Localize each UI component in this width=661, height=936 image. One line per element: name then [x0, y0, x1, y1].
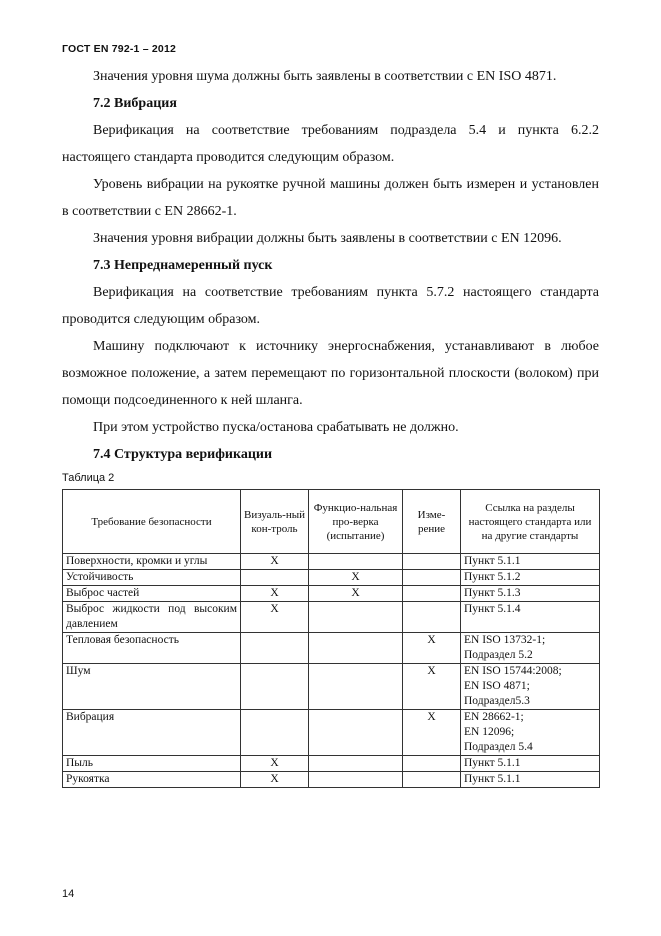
cell-measurement	[403, 586, 461, 602]
section-heading-7-2: 7.2 Вибрация	[93, 96, 177, 111]
cell-visual-control	[241, 710, 309, 756]
cell-requirement: Выброс частей	[63, 586, 241, 602]
table-row	[63, 664, 600, 710]
reference-line: EN ISO 15744:2008;	[464, 665, 562, 677]
table-row	[63, 710, 600, 756]
cell-requirement: Пыль	[63, 756, 241, 772]
paragraph-vibration-verification: Верификация на соответствие требованиям подраздела 5.4 и пункта 6.2.2 настоящего стандарта проводится следующим образом.	[62, 123, 599, 165]
table-row	[63, 772, 600, 788]
paragraph-vibration-declaration: Значения уровня вибрации должны быть заявлены в соответствии с EN 12096.	[93, 231, 562, 246]
cell-functional-check	[309, 554, 403, 570]
page-content	[62, 63, 599, 788]
reference-line: EN ISO 4871;	[464, 680, 530, 692]
cell-visual-control	[241, 664, 309, 710]
cell-functional-check	[309, 633, 403, 664]
cell-measurement	[403, 570, 461, 586]
table-row	[63, 586, 600, 602]
cell-measurement: X	[403, 664, 461, 710]
cell-reference	[461, 664, 600, 710]
verification-table	[62, 489, 600, 788]
cell-measurement: X	[403, 633, 461, 664]
cell-measurement	[403, 554, 461, 570]
table-row	[63, 756, 600, 772]
reference-line: EN 12096;	[464, 726, 515, 738]
cell-reference	[461, 772, 600, 788]
cell-functional-check	[309, 602, 403, 633]
cell-reference	[461, 602, 600, 633]
cell-visual-control: X	[241, 772, 309, 788]
cell-visual-control: X	[241, 756, 309, 772]
reference-line: Подраздел 5.2	[464, 649, 533, 661]
paragraph-start-requirement: При этом устройство пуска/останова срабатывать не должно.	[93, 420, 459, 435]
cell-requirement: Поверхности, кромки и углы	[63, 554, 241, 570]
cell-measurement	[403, 756, 461, 772]
cell-reference	[461, 554, 600, 570]
paragraph-noise-declaration: Значения уровня шума должны быть заявлены в соответствии с EN ISO 4871.	[93, 69, 557, 84]
document-code-header: ГОСТ EN 792-1 – 2012	[62, 43, 177, 55]
cell-reference	[461, 570, 600, 586]
cell-functional-check	[309, 664, 403, 710]
reference-line: Пункт 5.1.1	[464, 555, 521, 567]
cell-functional-check	[309, 756, 403, 772]
table-row	[63, 570, 600, 586]
header-reference: Ссылка на разделы настоящего стандарта или на другие стандарты	[461, 490, 600, 554]
cell-reference	[461, 586, 600, 602]
section-heading-7-3: 7.3 Непреднамеренный пуск	[93, 258, 273, 273]
reference-line: Подраздел 5.4	[464, 741, 533, 753]
cell-functional-check	[309, 710, 403, 756]
cell-requirement: Выброс жидкости под высоким давлением	[63, 602, 241, 633]
page-number: 14	[62, 888, 75, 900]
table-row	[63, 633, 600, 664]
table-row	[63, 554, 600, 570]
cell-reference	[461, 633, 600, 664]
cell-functional-check: X	[309, 586, 403, 602]
table-header-row	[63, 490, 600, 554]
cell-functional-check: X	[309, 570, 403, 586]
cell-requirement: Шум	[63, 664, 241, 710]
table-row	[63, 602, 600, 633]
reference-line: Пункт 5.1.2	[464, 571, 521, 583]
header-functional-check: Функцио-нальная про-верка (испытание)	[309, 490, 403, 554]
paragraph-start-verification: Верификация на соответствие требованиям пункта 5.7.2 настоящего стандарта проводится следующим образом.	[62, 285, 599, 327]
cell-requirement: Тепловая безопасность	[63, 633, 241, 664]
cell-visual-control: X	[241, 602, 309, 633]
paragraph-start-procedure: Машину подключают к источнику энергоснабжения, устанавливают в любое возможное положение, а затем перемещают по горизонтальной плоскости (волоком) при помощи подсоединенного к ней шланга.	[62, 339, 599, 408]
cell-visual-control: X	[241, 586, 309, 602]
reference-line: Пункт 5.1.1	[464, 757, 521, 769]
cell-visual-control	[241, 633, 309, 664]
reference-line: Подраздел5.3	[464, 695, 530, 707]
reference-line: Пункт 5.1.4	[464, 603, 521, 615]
cell-measurement: X	[403, 710, 461, 756]
reference-line: Пункт 5.1.1	[464, 773, 521, 785]
header-requirement: Требование безопасности	[63, 490, 241, 554]
cell-functional-check	[309, 772, 403, 788]
cell-requirement: Рукоятка	[63, 772, 241, 788]
cell-reference	[461, 710, 600, 756]
cell-visual-control: X	[241, 554, 309, 570]
reference-line: EN ISO 13732-1;	[464, 634, 546, 646]
reference-line: Пункт 5.1.3	[464, 587, 521, 599]
header-measurement: Изме-рение	[403, 490, 461, 554]
cell-visual-control	[241, 570, 309, 586]
cell-measurement	[403, 772, 461, 788]
reference-line: EN 28662-1;	[464, 711, 524, 723]
cell-requirement: Вибрация	[63, 710, 241, 756]
paragraph-vibration-measurement: Уровень вибрации на рукоятке ручной машины должен быть измерен и установлен в соответствии с EN 28662-1.	[62, 177, 599, 219]
table-body	[63, 554, 600, 788]
header-visual-control: Визуаль-ный кон-троль	[241, 490, 309, 554]
section-heading-7-4: 7.4 Структура верификации	[93, 447, 273, 462]
cell-measurement	[403, 602, 461, 633]
cell-reference	[461, 756, 600, 772]
table-caption: Таблица 2	[62, 472, 115, 484]
cell-requirement: Устойчивость	[63, 570, 241, 586]
